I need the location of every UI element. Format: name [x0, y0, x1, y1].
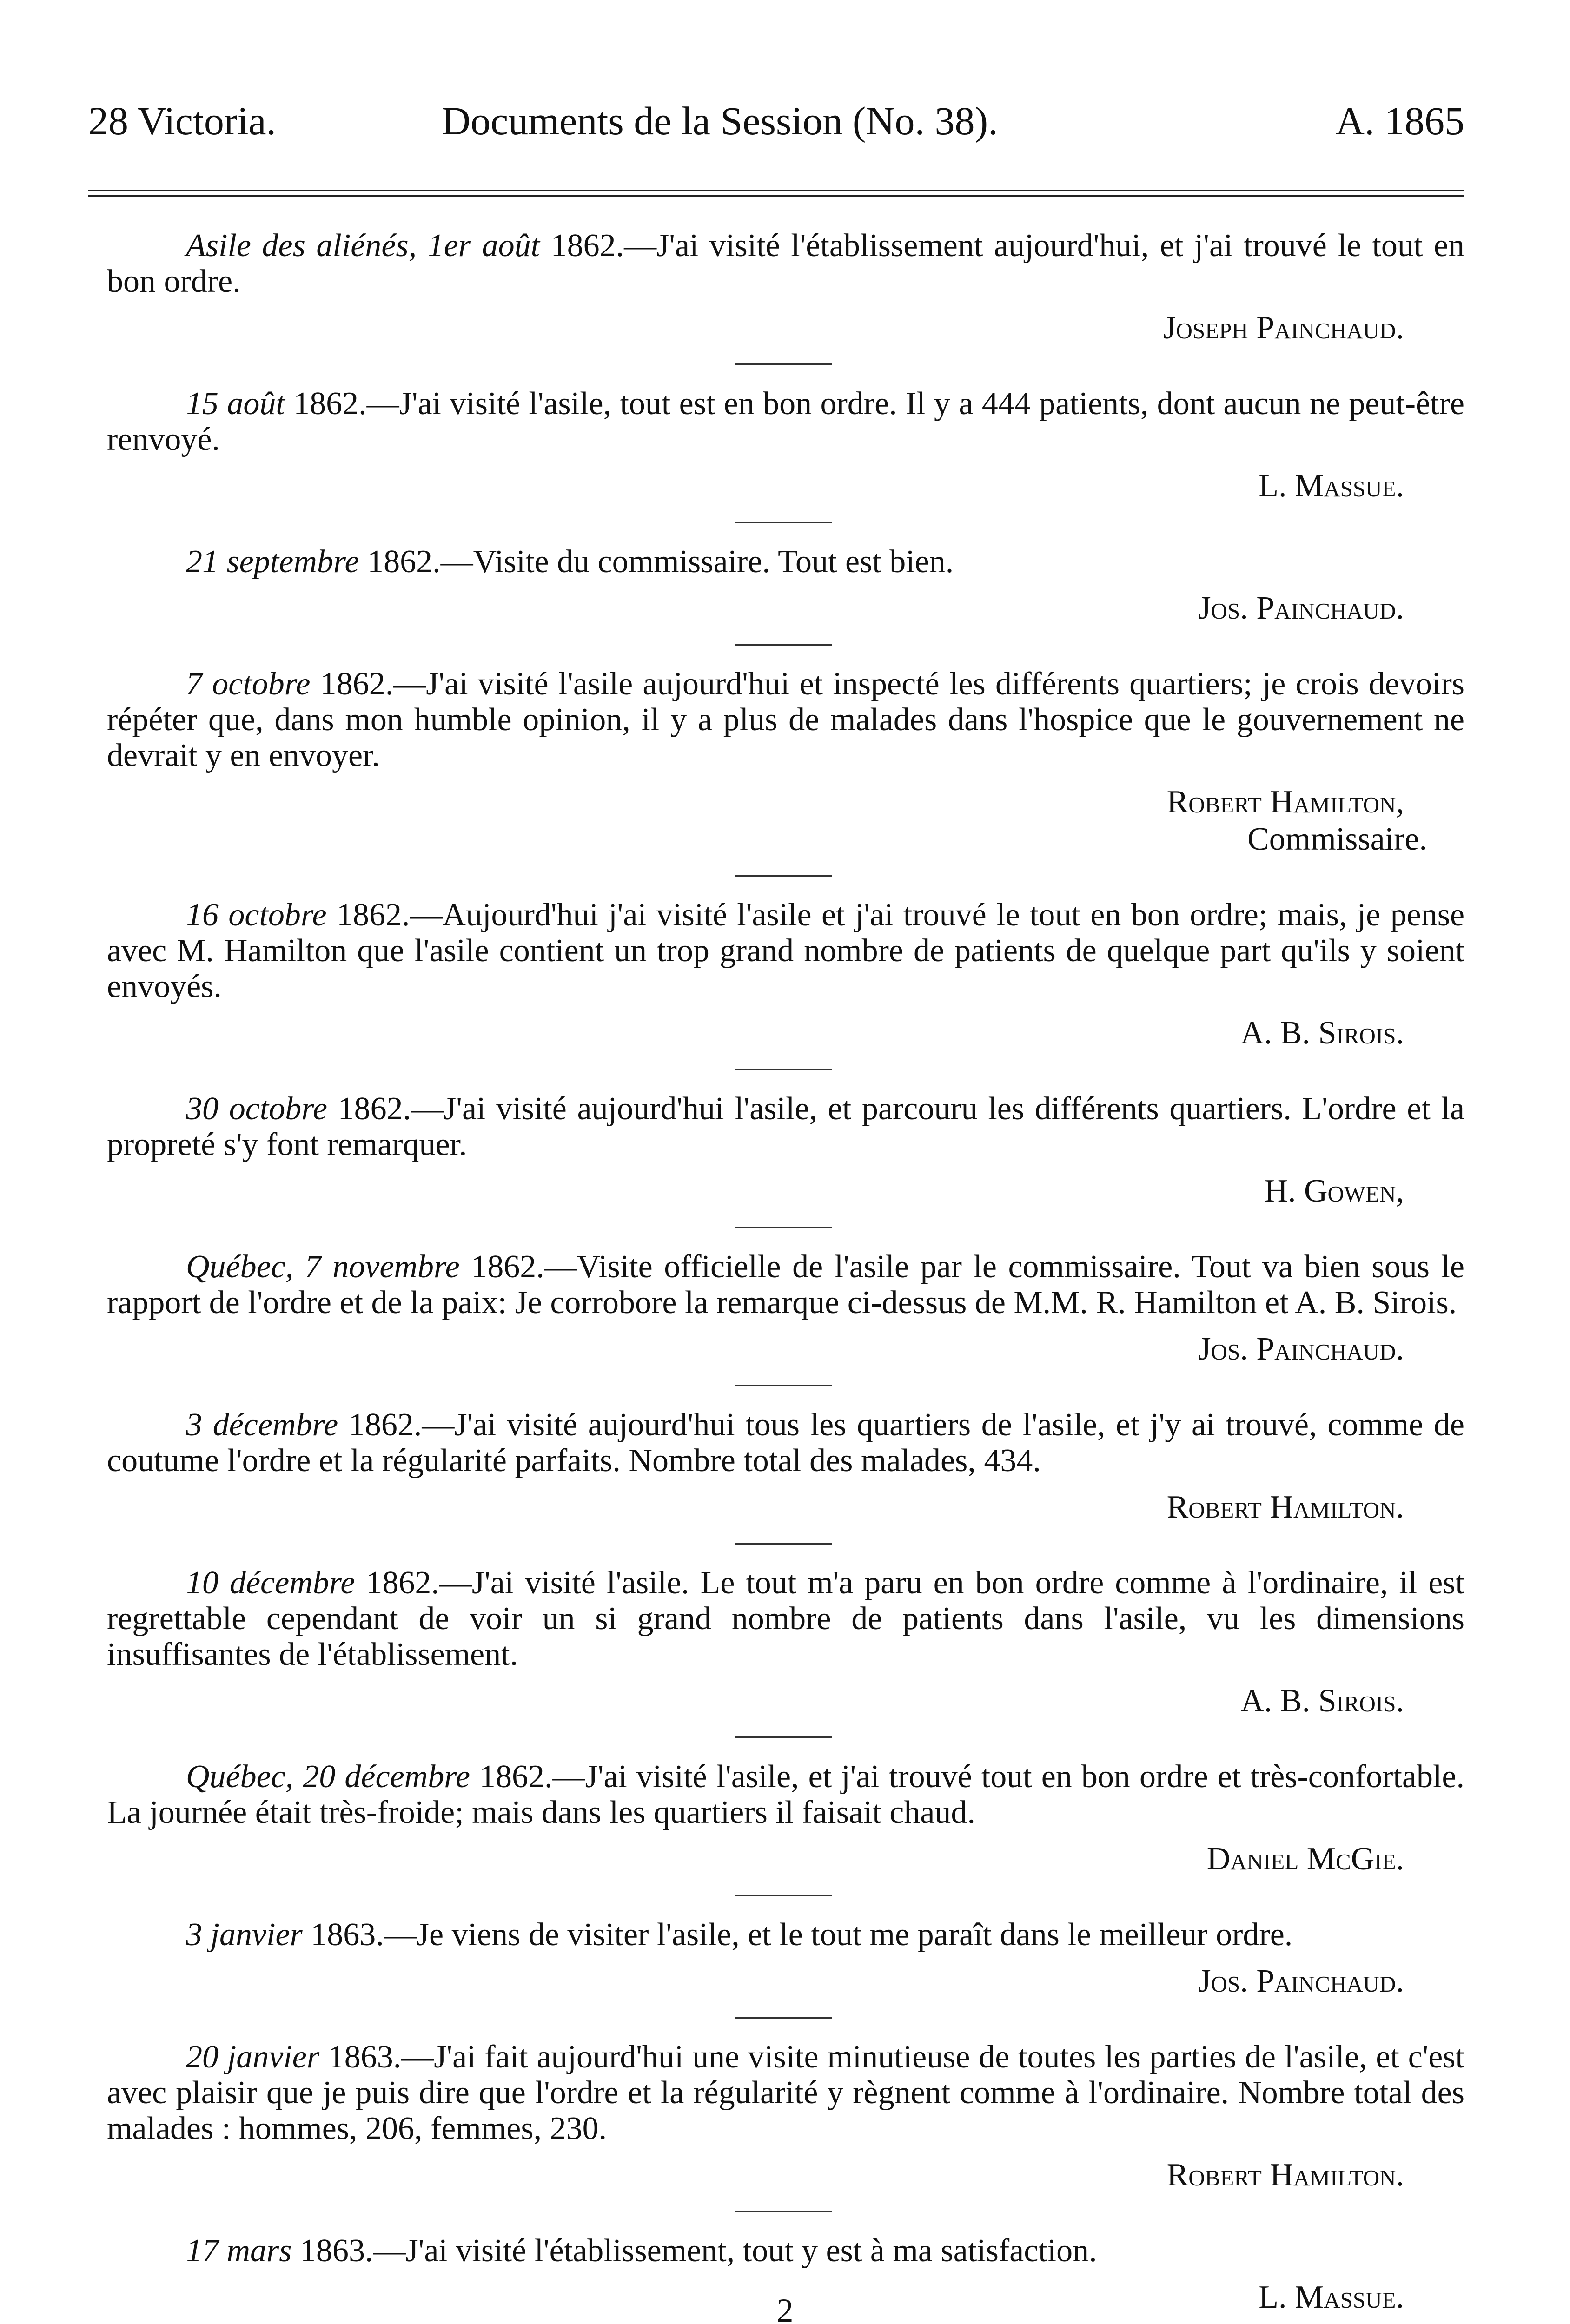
- separator-rule: [735, 363, 832, 365]
- separator-rule: [735, 2211, 832, 2212]
- entry-signature: Jos. Painchaud.: [1198, 590, 1404, 626]
- entry-body: —J'ai visité aujourd'hui l'asile, et parcouru les différents quartiers. L'ordre et la propreté s'y font remarquer.: [107, 1091, 1465, 1162]
- entry-date: 3 janvier: [186, 1917, 303, 1953]
- separator-rule: [735, 644, 832, 646]
- header-rule-bottom: [88, 195, 1464, 197]
- entry-text: [107, 2233, 1464, 2269]
- entry-signature-title: Commissaire.: [1247, 821, 1427, 857]
- separator-rule: [735, 1069, 832, 1070]
- entry-date: 21 septembre: [186, 544, 359, 580]
- entry-date: 15 août: [186, 386, 285, 422]
- entry-body: —J'ai visité l'asile, tout est en bon ordre. Il y a 444 patients, dont aucun ne peut-être renvoyé.: [107, 386, 1465, 457]
- entry-signature: A. B. Sirois.: [1240, 1683, 1404, 1719]
- journal-entry: [107, 228, 1464, 347]
- entry-text: [107, 1759, 1464, 1830]
- separator-rule: [735, 1385, 832, 1386]
- entry-signature: Jos. Painchaud.: [1198, 1963, 1404, 1999]
- journal-entry: [107, 666, 1464, 858]
- entry-body: —Visite du commissaire. Tout est bien.: [440, 544, 954, 580]
- entry-year: 1863.: [302, 1917, 384, 1953]
- entry-signature: Jos. Painchaud.: [1198, 1331, 1404, 1367]
- entry-text: [107, 2039, 1464, 2146]
- entry-year: 1862.: [459, 1249, 544, 1285]
- entry-year: 1862.: [355, 1565, 439, 1601]
- separator-rule: [735, 1736, 832, 1738]
- journal-entry: [107, 897, 1464, 1052]
- entry-body: —Visite officielle de l'asile par le commissaire. Tout va bien sous le rapport de l'ordre et de la paix: Je corrobore la remarque ci-dessus de M.M. R. Hamilton et A. B. Sirois.: [107, 1249, 1464, 1320]
- entry-date: 17 mars: [186, 2233, 292, 2269]
- entry-signature: H. Gowen,: [1264, 1173, 1404, 1209]
- entry-year: 1863.: [319, 2039, 402, 2075]
- entry-signature: L. Massue.: [1259, 2279, 1404, 2315]
- journal-entry: [107, 1565, 1464, 1720]
- entry-signature: A. B. Sirois.: [1240, 1015, 1404, 1051]
- entry-signature: Robert Hamilton.: [1166, 1489, 1404, 1525]
- entry-year: 1862.: [327, 1091, 411, 1127]
- journal-entry: [107, 1917, 1464, 2000]
- entry-date: 16 octobre: [186, 897, 327, 933]
- entry-year: 1862.: [359, 544, 441, 580]
- entry-date: 30 octobre: [186, 1091, 327, 1127]
- entry-year: 1862.: [310, 666, 394, 702]
- entry-body: —J'ai visité l'établissement, tout y est à ma satisfaction.: [373, 2233, 1097, 2269]
- journal-entry: [107, 544, 1464, 627]
- journal-entry: [107, 1407, 1464, 1526]
- entry-signature: Joseph Painchaud.: [1163, 310, 1404, 346]
- separator-rule: [735, 2017, 832, 2019]
- entry-text: [107, 897, 1464, 1004]
- journal-entry: [107, 1249, 1464, 1368]
- entry-text: [107, 1565, 1464, 1672]
- entry-date: Asile des aliénés, 1er août: [186, 228, 540, 264]
- entry-text: [107, 1091, 1464, 1162]
- running-header: [88, 93, 1464, 149]
- entry-signature: L. Massue.: [1259, 468, 1404, 504]
- entry-body: —J'ai fait aujourd'hui une visite minutieuse de toutes les parties de l'asile, et c'est avec plaisir que je puis dire que l'ordre et la régularité y règnent comme à l'ordinaire. Nombre total des malades : hommes, 206, femmes, 230.: [107, 2039, 1465, 2146]
- entry-date: 3 décembre: [186, 1407, 338, 1443]
- separator-rule: [735, 1543, 832, 1545]
- entry-date: 7 octobre: [186, 666, 311, 702]
- separator-rule: [735, 1895, 832, 1896]
- separator-rule: [735, 522, 832, 523]
- journal-entry: [107, 386, 1464, 505]
- entry-year: 1862.: [285, 386, 367, 422]
- entry-text: [107, 1917, 1464, 1953]
- entry-date: Québec, 7 novembre: [186, 1249, 460, 1285]
- header-left: 28 Victoria.: [88, 99, 277, 143]
- entry-body: —Aujourd'hui j'ai visité l'asile et j'ai trouvé le tout en bon ordre; mais, je pense avec M. Hamilton que l'asile contient un trop grand nombre de patients de quelque part qu'ils y soient envoyés.: [107, 897, 1465, 1004]
- entry-year: 1862.: [540, 228, 624, 264]
- entry-text: [107, 386, 1464, 457]
- entry-body: —J'ai visité l'asile, et j'ai trouvé tout en bon ordre et très-confortable. La journée était très-froide; mais dans les quartiers il faisait chaud.: [107, 1759, 1464, 1830]
- entry-text: [107, 1407, 1464, 1479]
- entry-signature: Daniel McGie.: [1206, 1841, 1404, 1877]
- separator-rule: [735, 875, 832, 877]
- entry-date: 20 janvier: [186, 2039, 320, 2075]
- entry-body: —J'ai visité l'asile aujourd'hui et inspecté les différents quartiers; je crois devoirs répéter que, dans mon humble opinion, il y a plus de malades dans l'hospice que le gouvernement ne devrait y en envoyer.: [107, 666, 1464, 773]
- entry-signature: Robert Hamilton,: [1166, 784, 1404, 820]
- entry-text: [107, 666, 1464, 773]
- entry-signature: Robert Hamilton.: [1166, 2157, 1404, 2193]
- journal-entry: [107, 1759, 1464, 1878]
- header-center: Documents de la Session (No. 38).: [442, 99, 998, 143]
- entry-year: 1862.: [470, 1759, 553, 1795]
- journal-entry: [107, 1091, 1464, 1210]
- journal-entry: [107, 2039, 1464, 2194]
- entry-text: [107, 544, 1464, 580]
- document-body: [107, 228, 1464, 2316]
- entry-body: —J'ai visité aujourd'hui tous les quartiers de l'asile, et j'y ai trouvé, comme de coutume l'ordre et la régularité parfaits. Nombre total des malades, 434.: [107, 1407, 1464, 1479]
- entry-text: [107, 1249, 1464, 1320]
- entry-year: 1863.: [291, 2233, 373, 2269]
- entry-body: —J'ai visité l'asile. Le tout m'a paru en bon ordre comme à l'ordinaire, il est regrettable cependant de voir un si grand nombre de patients dans l'asile, vu les dimensions insuffisantes de l'établissement.: [107, 1565, 1464, 1672]
- entry-year: 1862.: [338, 1407, 422, 1443]
- entry-year: 1862.: [326, 897, 410, 933]
- header-rule-top: [88, 190, 1464, 191]
- entry-body: —J'ai visité l'établissement aujourd'hui, et j'ai trouvé le tout en bon ordre.: [107, 228, 1465, 299]
- entry-text: [107, 228, 1464, 299]
- entry-date: 10 décembre: [186, 1565, 355, 1601]
- entry-body: —Je viens de visiter l'asile, et le tout me paraît dans le meilleur ordre.: [384, 1917, 1293, 1953]
- separator-rule: [735, 1227, 832, 1228]
- page-number: 2: [776, 2292, 794, 2324]
- header-right: A. 1865: [1335, 99, 1464, 143]
- entry-date: Québec, 20 décembre: [186, 1759, 470, 1795]
